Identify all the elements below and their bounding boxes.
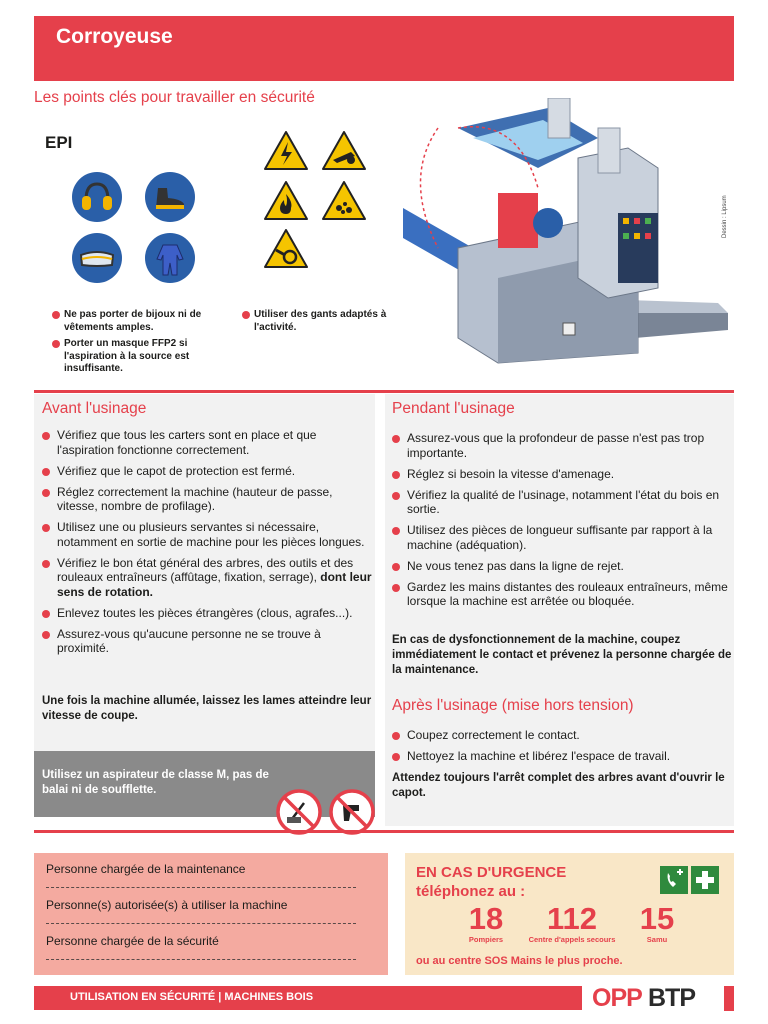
list-item: Assurez-vous qu'aucune personne ne se trouve à proximité. bbox=[42, 627, 372, 656]
coverall-icon bbox=[145, 233, 195, 283]
bullet-dot bbox=[52, 311, 60, 319]
list-item: Gardez les mains distantes des rouleaux entraîneurs, même lorsque la machine est arrêtée ou bloquée. bbox=[392, 580, 730, 609]
apres-list bbox=[392, 728, 730, 770]
emergency-number-samu: 15 bbox=[639, 901, 675, 936]
emergency-number-112: 112 bbox=[546, 901, 597, 936]
apres-closing: Attendez toujours l'arrêt complet des arbres avant d'ouvrir le capot. bbox=[392, 772, 725, 799]
contact-authorized-field bbox=[46, 923, 356, 924]
list-item: Utiliser des gants adaptés à l'activité. bbox=[242, 309, 417, 334]
aspiration-text: Utilisez un aspirateur de classe M, pas de balai ni de soufflette. bbox=[42, 769, 269, 796]
bullet-dot bbox=[392, 492, 400, 500]
pendant-closing: En cas de dysfonctionnement de la machine, coupez immédiatement le contact et prévenez la personne chargée de la maintenance. bbox=[392, 634, 732, 676]
epi-title: EPI bbox=[45, 133, 73, 152]
list-item: Réglez si besoin la vitesse d'amenage. bbox=[392, 467, 730, 482]
page-subtitle: Les points clés pour travailler en sécurité bbox=[34, 89, 315, 106]
list-item: Ne vous tenez pas dans la ligne de rejet. bbox=[392, 559, 730, 574]
emergency-label-samu: Samu bbox=[646, 935, 668, 944]
emergency-box bbox=[405, 853, 734, 975]
bullet-dot bbox=[392, 584, 400, 592]
illustration-credit: Dessin : Lipsum bbox=[722, 195, 728, 238]
safety-goggles-icon bbox=[72, 233, 122, 283]
cutting-hazard-icon bbox=[321, 130, 367, 171]
no-blower-icon bbox=[329, 789, 375, 835]
bullet-dot bbox=[52, 340, 60, 348]
divider bbox=[34, 390, 734, 393]
emergency-phone-icon bbox=[660, 866, 688, 894]
contact-safety-label: Personne chargée de la sécurité bbox=[46, 934, 219, 948]
contacts-box bbox=[34, 853, 388, 975]
entanglement-hazard-icon bbox=[263, 228, 309, 269]
list-item: Utilisez des pièces de longueur suffisante par rapport à la machine (adéquation). bbox=[392, 523, 730, 552]
bullet-dot bbox=[392, 563, 400, 571]
bullet-dot bbox=[42, 631, 50, 639]
ear-protection-icon bbox=[72, 172, 122, 222]
contact-maintenance-label: Personne chargée de la maintenance bbox=[46, 862, 246, 876]
electric-hazard-icon bbox=[263, 130, 309, 171]
bullet-dot bbox=[42, 489, 50, 497]
machine-illustration bbox=[398, 98, 733, 374]
avant-title: Avant l'usinage bbox=[42, 400, 147, 417]
contact-maintenance-field bbox=[46, 887, 356, 888]
avant-list bbox=[42, 428, 372, 662]
bullet-dot bbox=[42, 610, 50, 618]
fire-hazard-icon bbox=[263, 180, 309, 221]
divider bbox=[34, 830, 734, 833]
list-item: Utilisez une ou plusieurs servantes si nécessaire, notamment en sortie de machine pour les pièces longues. bbox=[42, 520, 372, 549]
list-item: Vérifiez que tous les carters sont en place et que l'aspiration fonctionne correctement. bbox=[42, 428, 372, 457]
epi-notes-right bbox=[242, 309, 417, 338]
bullet-dot bbox=[392, 435, 400, 443]
list-item: Vérifiez le bon état général des arbres, des outils et des rouleaux entraîneurs (affûtage, fixation, serrage), dont leur sens de rotation. bbox=[42, 556, 372, 600]
list-item: Ne pas porter de bijoux ni de vêtements amples. bbox=[52, 309, 232, 334]
page-header bbox=[34, 16, 734, 81]
emergency-label-pompiers: Pompiers bbox=[468, 935, 504, 944]
first-aid-icon bbox=[691, 866, 719, 894]
list-item: Réglez correctement la machine (hauteur de passe, vitesse, nombre de profilage). bbox=[42, 485, 372, 514]
bullet-dot bbox=[392, 732, 400, 740]
no-broom-icon bbox=[276, 789, 322, 835]
page-title: Corroyeuse bbox=[56, 25, 173, 48]
bullet-dot bbox=[42, 560, 50, 568]
bullet-dot bbox=[242, 311, 250, 319]
emergency-title: EN CAS D'URGENCE téléphonez au : bbox=[416, 864, 567, 900]
bullet-dot bbox=[42, 432, 50, 440]
list-item: Coupez correctement le contact. bbox=[392, 728, 730, 743]
emergency-label-112: Centre d'appels secours bbox=[528, 935, 616, 944]
safety-shoes-icon bbox=[145, 172, 195, 222]
apres-title: Après l'usinage (mise hors tension) bbox=[392, 697, 634, 714]
contact-authorized-label: Personne(s) autorisée(s) à utiliser la machine bbox=[46, 898, 288, 912]
bullet-dot bbox=[42, 524, 50, 532]
bullet-dot bbox=[392, 471, 400, 479]
emergency-footer: ou au centre SOS Mains le plus proche. bbox=[416, 955, 623, 967]
footer-text: UTILISATION EN SÉCURITÉ | MACHINES BOIS bbox=[70, 991, 314, 1003]
emergency-number-pompiers: 18 bbox=[468, 901, 504, 936]
avant-closing: Une fois la machine allumée, laissez les lames atteindre leur vitesse de coupe. bbox=[42, 695, 372, 722]
list-item: Nettoyez la machine et libérez l'espace de travail. bbox=[392, 749, 730, 764]
list-item: Porter un masque FFP2 si l'aspiration à la source est insuffisante. bbox=[52, 338, 232, 376]
pendant-title: Pendant l'usinage bbox=[392, 400, 515, 417]
epi-notes-left bbox=[52, 309, 232, 380]
list-item: Vérifiez que le capot de protection est fermé. bbox=[42, 464, 372, 479]
list-item: Assurez-vous que la profondeur de passe n'est pas trop importante. bbox=[392, 431, 730, 460]
oppbtp-logo: OPP BTP bbox=[592, 984, 734, 1014]
pendant-list bbox=[392, 431, 730, 615]
bullet-dot bbox=[392, 527, 400, 535]
list-item: Enlevez toutes les pièces étrangères (clous, agrafes...). bbox=[42, 606, 372, 621]
contact-safety-field bbox=[46, 959, 356, 960]
aspiration-box bbox=[34, 751, 375, 817]
list-item: Vérifiez la qualité de l'usinage, notamment l'état du bois en sortie. bbox=[392, 488, 730, 517]
bullet-dot bbox=[42, 468, 50, 476]
bullet-dot bbox=[392, 753, 400, 761]
dust-hazard-icon bbox=[321, 180, 367, 221]
footer-bar bbox=[34, 986, 582, 1010]
